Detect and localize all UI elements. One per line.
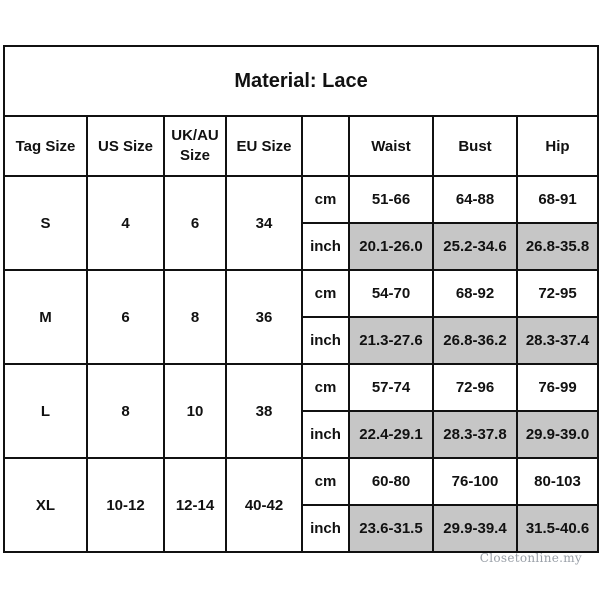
waist-cell: 23.6-31.5	[349, 505, 433, 552]
header-tag-size: Tag Size	[4, 116, 87, 176]
waist-cell: 57-74	[349, 364, 433, 411]
tag-size-cell: XL	[4, 458, 87, 552]
header-ukau-line2: Size	[179, 147, 210, 164]
header-us-size: US Size	[87, 116, 164, 176]
eu-size-cell: 38	[226, 364, 302, 458]
waist-cell: 60-80	[349, 458, 433, 505]
header-eu-size: EU Size	[226, 116, 302, 176]
waist-cell: 22.4-29.1	[349, 411, 433, 458]
bust-cell: 72-96	[433, 364, 517, 411]
us-size-cell: 8	[87, 364, 164, 458]
unit-cell: inch	[302, 223, 349, 270]
hip-cell: 29.9-39.0	[517, 411, 598, 458]
unit-cell: inch	[302, 411, 349, 458]
table-row	[4, 270, 598, 317]
bust-cell: 28.3-37.8	[433, 411, 517, 458]
watermark-text: Closetonline.my	[479, 551, 582, 565]
table-row	[4, 458, 598, 505]
table-row	[4, 364, 598, 411]
unit-cell: inch	[302, 317, 349, 364]
waist-cell: 51-66	[349, 176, 433, 223]
bust-cell: 29.9-39.4	[433, 505, 517, 552]
unit-cell: inch	[302, 505, 349, 552]
header-ukau-size	[164, 116, 226, 176]
hip-cell: 31.5-40.6	[517, 505, 598, 552]
eu-size-cell: 40-42	[226, 458, 302, 552]
header-hip: Hip	[517, 116, 598, 176]
ukau-size-cell: 6	[164, 176, 226, 270]
waist-cell: 54-70	[349, 270, 433, 317]
bust-cell: 68-92	[433, 270, 517, 317]
tag-size-cell: M	[4, 270, 87, 364]
bust-cell: 64-88	[433, 176, 517, 223]
header-row	[4, 116, 598, 176]
ukau-size-cell: 12-14	[164, 458, 226, 552]
hip-cell: 80-103	[517, 458, 598, 505]
hip-cell: 28.3-37.4	[517, 317, 598, 364]
eu-size-cell: 36	[226, 270, 302, 364]
chart-title: Material: Lace	[4, 46, 598, 116]
header-bust: Bust	[433, 116, 517, 176]
header-unit	[302, 116, 349, 176]
header-ukau-line1: UK/AU	[171, 127, 219, 144]
size-chart-table	[3, 45, 599, 553]
unit-cell: cm	[302, 458, 349, 505]
unit-cell: cm	[302, 364, 349, 411]
bust-cell: 25.2-34.6	[433, 223, 517, 270]
header-waist: Waist	[349, 116, 433, 176]
us-size-cell: 6	[87, 270, 164, 364]
hip-cell: 68-91	[517, 176, 598, 223]
bust-cell: 26.8-36.2	[433, 317, 517, 364]
unit-cell: cm	[302, 270, 349, 317]
title-row	[4, 46, 598, 116]
waist-cell: 20.1-26.0	[349, 223, 433, 270]
ukau-size-cell: 8	[164, 270, 226, 364]
ukau-size-cell: 10	[164, 364, 226, 458]
hip-cell: 76-99	[517, 364, 598, 411]
hip-cell: 72-95	[517, 270, 598, 317]
tag-size-cell: L	[4, 364, 87, 458]
us-size-cell: 4	[87, 176, 164, 270]
us-size-cell: 10-12	[87, 458, 164, 552]
bust-cell: 76-100	[433, 458, 517, 505]
hip-cell: 26.8-35.8	[517, 223, 598, 270]
eu-size-cell: 34	[226, 176, 302, 270]
unit-cell: cm	[302, 176, 349, 223]
table-row	[4, 176, 598, 223]
waist-cell: 21.3-27.6	[349, 317, 433, 364]
tag-size-cell: S	[4, 176, 87, 270]
